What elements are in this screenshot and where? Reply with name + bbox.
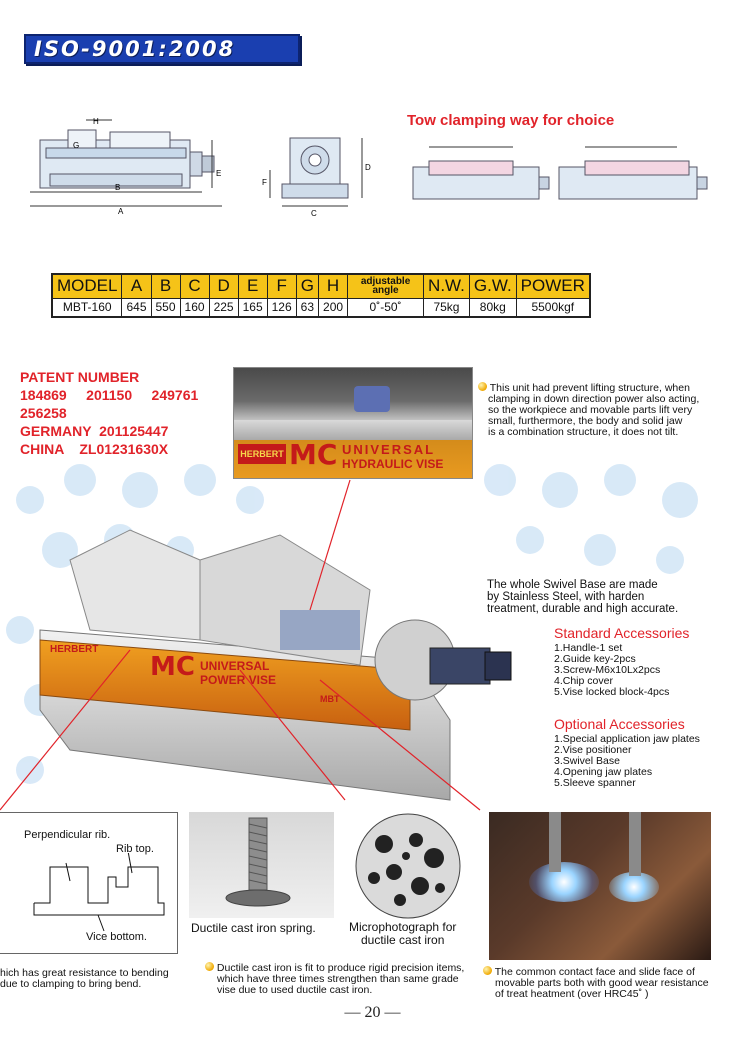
clamping-title: Tow clamping way for choice xyxy=(407,112,615,129)
cell-nw: 75kg xyxy=(424,298,470,317)
rib-diagram xyxy=(0,812,178,954)
col-nw: N.W. xyxy=(424,274,470,298)
standard-accessories xyxy=(554,625,689,698)
cell-model: MBT-160 xyxy=(52,298,122,317)
cell-g: 63 xyxy=(296,298,318,317)
contact-face-note: The common contact face and slide face of movable parts both with good wear resistance of treat heatment (over HRC45˚ ) xyxy=(483,966,745,1000)
bullet-icon xyxy=(483,966,492,975)
col-adjustable-angle: adjustable angle xyxy=(348,274,424,298)
col-e: E xyxy=(238,274,267,298)
front-view-drawing xyxy=(30,120,222,206)
vise-mc-text: MC xyxy=(150,652,195,682)
perpendicular-rib-label: Perpendicular rib. xyxy=(24,829,111,841)
list-item: 4.Opening jaw plates xyxy=(554,766,653,778)
microphotograph xyxy=(348,812,468,920)
page-number: — 20 — xyxy=(344,1004,401,1021)
rib-top-label: Rib top. xyxy=(116,843,154,855)
iso-banner-text: ISO-9001:2008 xyxy=(34,37,236,61)
vise-side-text: MBT xyxy=(320,694,340,704)
side-view-drawing xyxy=(270,138,362,206)
dimension-drawings xyxy=(20,110,380,235)
spec-table-header-row xyxy=(52,274,590,298)
bullet-icon xyxy=(478,382,487,391)
col-h: H xyxy=(319,274,348,298)
col-d: D xyxy=(209,274,238,298)
closeup-text-universal: UNIVERSAL xyxy=(342,442,436,457)
col-power: POWER xyxy=(516,274,590,298)
patent-line: GERMANY 201125447 xyxy=(20,423,169,439)
rib-profile-drawing xyxy=(28,853,168,933)
patent-line: PATENT NUMBER xyxy=(20,369,140,385)
dim-label-b: B xyxy=(115,183,121,192)
ductile-note: Ductile cast iron is fit to produce rigid precision items, which have three times strengthen than same grade vise due to used ductile cast iron. xyxy=(205,962,480,996)
vise-universal-text: UNIVERSAL xyxy=(200,659,270,673)
patent-line: 256258 xyxy=(20,405,67,421)
list-item: 3.Swivel Base xyxy=(554,755,620,767)
list-item: 3.Screw-M6x10Lx2pcs xyxy=(554,664,661,676)
col-gw: G.W. xyxy=(469,274,516,298)
col-c: C xyxy=(180,274,209,298)
dim-label-d: D xyxy=(365,163,371,172)
list-item: 1.Special application jaw plates xyxy=(554,733,700,745)
cell-b: 550 xyxy=(151,298,180,317)
dim-label-c: C xyxy=(311,209,317,218)
clamping-drawings xyxy=(405,135,725,207)
closeup-text-hydraulic: HYDRAULIC VISE xyxy=(342,457,444,471)
vise-brand-text: HERBERT xyxy=(50,644,99,655)
micro-caption: Microphotograph for ductile cast iron xyxy=(349,920,457,947)
cell-gw: 80kg xyxy=(469,298,516,317)
cell-adjustable-angle: 0˚-50˚ xyxy=(348,298,424,317)
col-f: F xyxy=(267,274,296,298)
cell-c: 160 xyxy=(180,298,209,317)
list-item: 1.Handle-1 set xyxy=(554,642,623,654)
cell-e: 165 xyxy=(238,298,267,317)
col-model: MODEL xyxy=(52,274,122,298)
dim-label-h: H xyxy=(93,117,99,126)
dim-label-g: G xyxy=(73,141,80,150)
standard-accessories-title: Standard Accessories xyxy=(554,625,690,641)
optional-accessories xyxy=(554,716,700,789)
list-item: 4.Chip cover xyxy=(554,675,613,687)
herbert-logo: HERBERT xyxy=(238,444,286,464)
dim-label-e: E xyxy=(216,169,222,178)
lift-note: This unit had prevent lifting structure, when clamping in down direction power also acting, so the workpiece and movable parts lift very small, furthermore, the body and solid jaw is a combination structure, it does not tilt. xyxy=(478,382,740,438)
hardening-photo xyxy=(489,812,711,960)
cell-a: 645 xyxy=(122,298,151,317)
bullet-icon xyxy=(205,962,214,971)
closeup-photo xyxy=(233,367,473,479)
col-g: G xyxy=(296,274,318,298)
patent-block xyxy=(20,368,198,458)
patent-line: CHINA ZL01231630X xyxy=(20,441,169,457)
list-item: 2.Vise positioner xyxy=(554,744,632,756)
spring-photo xyxy=(189,812,334,918)
cell-f: 126 xyxy=(267,298,296,317)
table-row xyxy=(52,298,590,317)
iso-banner xyxy=(24,34,300,64)
list-item: 2.Guide key-2pcs xyxy=(554,653,636,665)
bending-note: hich has great resistance to bending due to clamping to bring bend. xyxy=(0,967,169,990)
cell-d: 225 xyxy=(209,298,238,317)
cell-h: 200 xyxy=(319,298,348,317)
cell-power: 5500kgf xyxy=(516,298,590,317)
patent-line: 184869 201150 249761 xyxy=(20,387,199,403)
vise-power-text: POWER VISE xyxy=(200,673,277,687)
list-item: 5.Vise locked block-4pcs xyxy=(554,686,670,698)
spring-caption: Ductile cast iron spring. xyxy=(191,921,316,935)
list-item: 5.Sleeve spanner xyxy=(554,777,636,789)
optional-accessories-title: Optional Accessories xyxy=(554,716,685,732)
dim-label-f: F xyxy=(262,178,267,187)
vice-bottom-label: Vice bottom. xyxy=(86,931,147,943)
dim-label-a: A xyxy=(118,207,124,216)
spec-table xyxy=(51,273,591,318)
mc-logo: MC xyxy=(289,438,338,471)
col-b: B xyxy=(151,274,180,298)
swivel-note: The whole Swivel Base are made by Stainless Steel, with harden treatment, durable and high accurate. xyxy=(487,579,679,615)
col-a: A xyxy=(122,274,151,298)
